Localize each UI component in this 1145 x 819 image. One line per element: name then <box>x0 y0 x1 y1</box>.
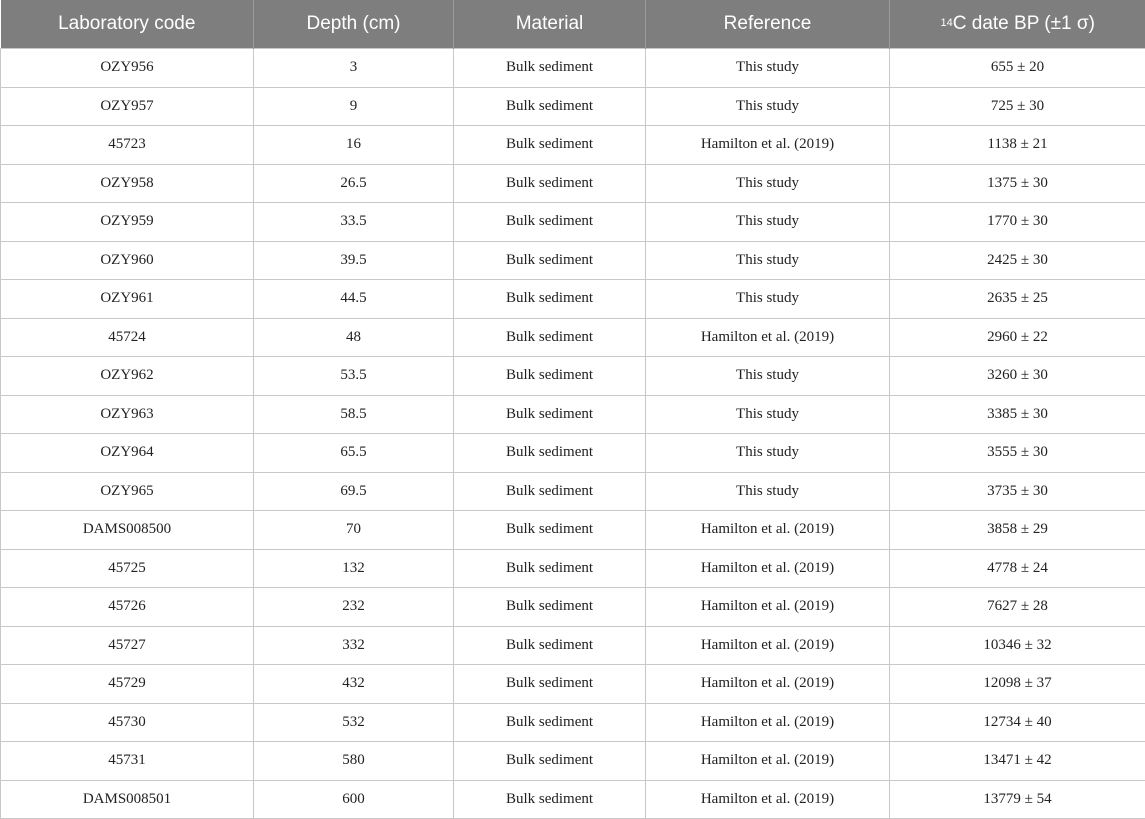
cell-material: Bulk sediment <box>454 703 646 742</box>
cell-depth: 58.5 <box>254 395 454 434</box>
cell-lab-code: 45724 <box>1 318 254 357</box>
cell-depth: 39.5 <box>254 241 454 280</box>
cell-lab-code: OZY962 <box>1 357 254 396</box>
table-row <box>1 164 1145 203</box>
cell-reference: Hamilton et al. (2019) <box>646 626 890 665</box>
cell-material: Bulk sediment <box>454 280 646 319</box>
table-row <box>1 280 1145 319</box>
cell-reference: Hamilton et al. (2019) <box>646 780 890 819</box>
cell-date: 2960 ± 22 <box>890 318 1145 357</box>
cell-lab-code: 45726 <box>1 588 254 627</box>
cell-depth: 600 <box>254 780 454 819</box>
cell-date: 1138 ± 21 <box>890 126 1145 165</box>
table-header <box>1 0 1145 49</box>
table-row <box>1 780 1145 819</box>
cell-reference: This study <box>646 241 890 280</box>
cell-depth: 16 <box>254 126 454 165</box>
header-date-label: C date BP (±1 σ) <box>953 13 1095 34</box>
cell-reference: This study <box>646 49 890 88</box>
cell-material: Bulk sediment <box>454 395 646 434</box>
cell-reference: Hamilton et al. (2019) <box>646 318 890 357</box>
cell-date: 13779 ± 54 <box>890 780 1145 819</box>
header-date <box>890 0 1145 49</box>
cell-date: 3260 ± 30 <box>890 357 1145 396</box>
cell-lab-code: 45725 <box>1 549 254 588</box>
cell-depth: 432 <box>254 665 454 704</box>
cell-material: Bulk sediment <box>454 665 646 704</box>
cell-lab-code: OZY956 <box>1 49 254 88</box>
cell-material: Bulk sediment <box>454 49 646 88</box>
table-row <box>1 395 1145 434</box>
table-row <box>1 588 1145 627</box>
table-row <box>1 703 1145 742</box>
cell-date: 12734 ± 40 <box>890 703 1145 742</box>
cell-date: 3555 ± 30 <box>890 434 1145 473</box>
cell-date: 12098 ± 37 <box>890 665 1145 704</box>
table-row <box>1 626 1145 665</box>
cell-lab-code: DAMS008500 <box>1 511 254 550</box>
cell-depth: 532 <box>254 703 454 742</box>
cell-depth: 53.5 <box>254 357 454 396</box>
cell-depth: 26.5 <box>254 164 454 203</box>
cell-reference: Hamilton et al. (2019) <box>646 126 890 165</box>
cell-depth: 69.5 <box>254 472 454 511</box>
cell-material: Bulk sediment <box>454 357 646 396</box>
cell-date: 655 ± 20 <box>890 49 1145 88</box>
cell-lab-code: OZY958 <box>1 164 254 203</box>
cell-depth: 48 <box>254 318 454 357</box>
cell-material: Bulk sediment <box>454 203 646 242</box>
cell-lab-code: 45727 <box>1 626 254 665</box>
cell-lab-code: OZY965 <box>1 472 254 511</box>
cell-lab-code: 45729 <box>1 665 254 704</box>
cell-date: 7627 ± 28 <box>890 588 1145 627</box>
cell-lab-code: OZY963 <box>1 395 254 434</box>
cell-material: Bulk sediment <box>454 87 646 126</box>
table-row <box>1 241 1145 280</box>
table-row <box>1 357 1145 396</box>
header-material: Material <box>454 0 646 49</box>
cell-lab-code: 45731 <box>1 742 254 781</box>
cell-material: Bulk sediment <box>454 434 646 473</box>
cell-material: Bulk sediment <box>454 511 646 550</box>
table-row <box>1 665 1145 704</box>
header-reference: Reference <box>646 0 890 49</box>
cell-reference: Hamilton et al. (2019) <box>646 588 890 627</box>
cell-reference: Hamilton et al. (2019) <box>646 665 890 704</box>
cell-lab-code: OZY960 <box>1 241 254 280</box>
cell-date: 1375 ± 30 <box>890 164 1145 203</box>
cell-lab-code: OZY964 <box>1 434 254 473</box>
cell-date: 725 ± 30 <box>890 87 1145 126</box>
cell-reference: Hamilton et al. (2019) <box>646 549 890 588</box>
table-body <box>1 49 1145 819</box>
cell-date: 3735 ± 30 <box>890 472 1145 511</box>
cell-date: 10346 ± 32 <box>890 626 1145 665</box>
cell-reference: This study <box>646 395 890 434</box>
header-depth: Depth (cm) <box>254 0 454 49</box>
table-row <box>1 318 1145 357</box>
cell-material: Bulk sediment <box>454 742 646 781</box>
cell-depth: 9 <box>254 87 454 126</box>
cell-date: 1770 ± 30 <box>890 203 1145 242</box>
header-lab-code: Laboratory code <box>1 0 254 49</box>
cell-depth: 580 <box>254 742 454 781</box>
cell-depth: 65.5 <box>254 434 454 473</box>
cell-lab-code: OZY961 <box>1 280 254 319</box>
cell-date: 13471 ± 42 <box>890 742 1145 781</box>
cell-reference: Hamilton et al. (2019) <box>646 511 890 550</box>
table-row <box>1 511 1145 550</box>
cell-date: 3385 ± 30 <box>890 395 1145 434</box>
cell-reference: This study <box>646 434 890 473</box>
cell-material: Bulk sediment <box>454 588 646 627</box>
cell-depth: 332 <box>254 626 454 665</box>
cell-material: Bulk sediment <box>454 780 646 819</box>
cell-material: Bulk sediment <box>454 549 646 588</box>
cell-reference: This study <box>646 203 890 242</box>
cell-material: Bulk sediment <box>454 164 646 203</box>
cell-date: 4778 ± 24 <box>890 549 1145 588</box>
table-row <box>1 49 1145 88</box>
cell-lab-code: 45730 <box>1 703 254 742</box>
header-date-superscript: 14 <box>941 17 953 29</box>
cell-date: 2425 ± 30 <box>890 241 1145 280</box>
cell-date: 3858 ± 29 <box>890 511 1145 550</box>
cell-material: Bulk sediment <box>454 472 646 511</box>
cell-lab-code: DAMS008501 <box>1 780 254 819</box>
table-row <box>1 472 1145 511</box>
cell-depth: 33.5 <box>254 203 454 242</box>
cell-reference: Hamilton et al. (2019) <box>646 742 890 781</box>
cell-reference: This study <box>646 87 890 126</box>
cell-lab-code: OZY959 <box>1 203 254 242</box>
cell-depth: 44.5 <box>254 280 454 319</box>
table-row <box>1 126 1145 165</box>
cell-material: Bulk sediment <box>454 626 646 665</box>
cell-reference: Hamilton et al. (2019) <box>646 703 890 742</box>
cell-material: Bulk sediment <box>454 126 646 165</box>
cell-depth: 132 <box>254 549 454 588</box>
table-row <box>1 549 1145 588</box>
cell-lab-code: OZY957 <box>1 87 254 126</box>
cell-lab-code: 45723 <box>1 126 254 165</box>
table-row <box>1 434 1145 473</box>
table-row <box>1 87 1145 126</box>
table-row <box>1 203 1145 242</box>
cell-reference: This study <box>646 357 890 396</box>
cell-material: Bulk sediment <box>454 318 646 357</box>
cell-date: 2635 ± 25 <box>890 280 1145 319</box>
cell-reference: This study <box>646 472 890 511</box>
table-row <box>1 742 1145 781</box>
cell-depth: 3 <box>254 49 454 88</box>
cell-depth: 70 <box>254 511 454 550</box>
header-row <box>1 0 1145 49</box>
cell-material: Bulk sediment <box>454 241 646 280</box>
cell-reference: This study <box>646 164 890 203</box>
cell-depth: 232 <box>254 588 454 627</box>
cell-reference: This study <box>646 280 890 319</box>
